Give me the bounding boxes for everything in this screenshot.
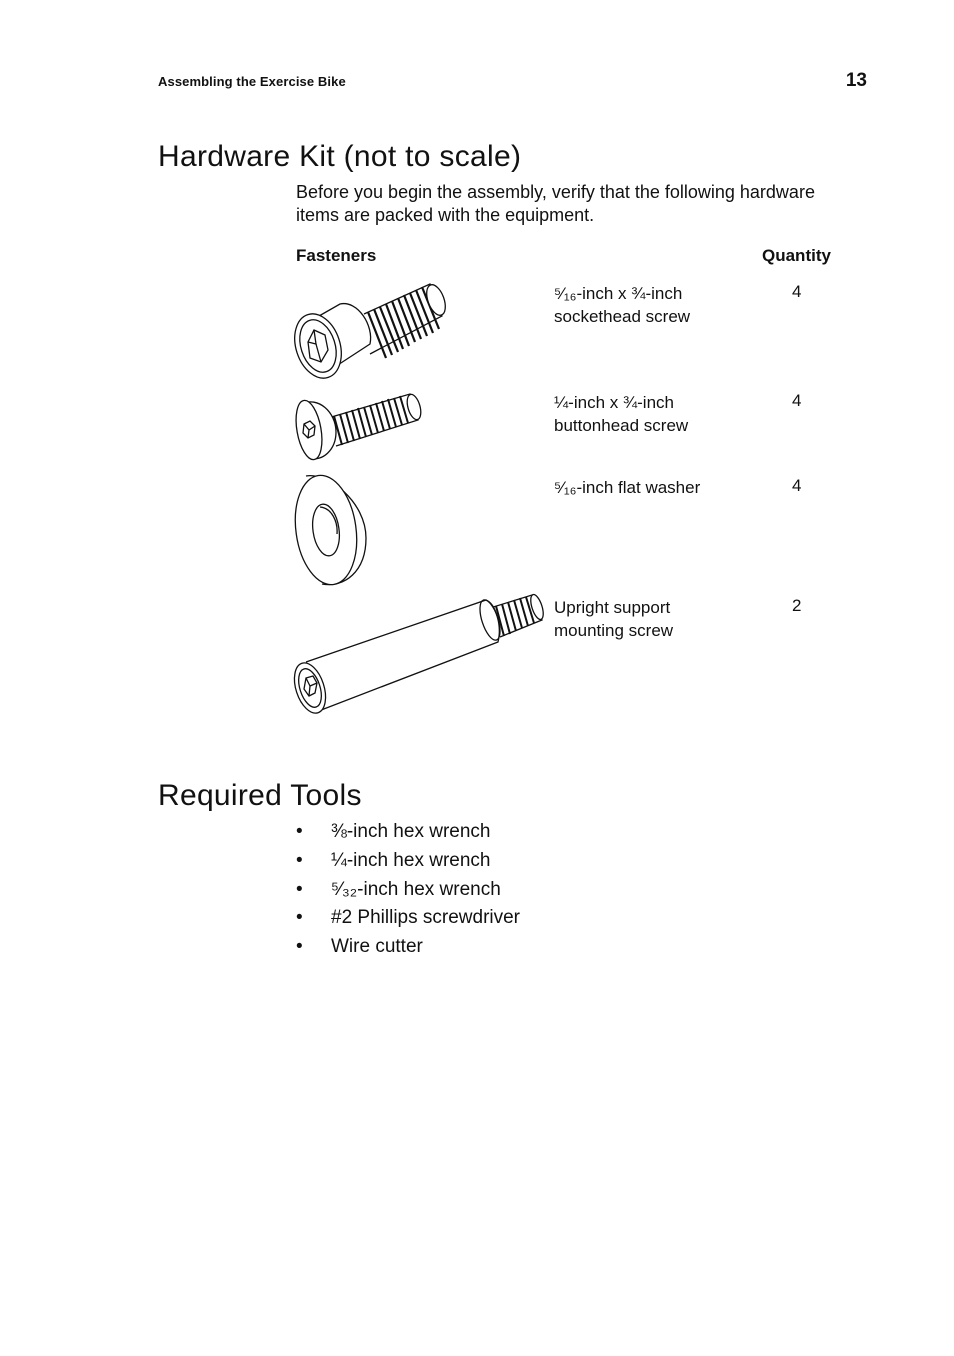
- tool-name: ⅜-inch hex wrench: [331, 821, 491, 842]
- bullet: •: [296, 878, 303, 900]
- fasteners-column-header: Fasteners: [296, 246, 377, 265]
- item-description: [554, 282, 744, 328]
- running-head: Assembling the Exercise Bike: [158, 74, 346, 89]
- tool-name: ⁵⁄₃₂-inch hex wrench: [331, 878, 501, 900]
- item-description-line: buttonhead screw: [554, 416, 689, 435]
- bullet: •: [296, 907, 303, 929]
- quantity-column-header: Quantity: [762, 246, 831, 265]
- buttonhead-screw-icon: [292, 388, 427, 466]
- hardware-kit-intro: Before you begin the assembly, verify that the following hardware items are packed with the equipment.: [296, 182, 815, 225]
- tool-name: ¼-inch hex wrench: [331, 849, 491, 871]
- tool-name: #2 Phillips screwdriver: [331, 907, 521, 929]
- item-description-line: ⁵⁄₁₆-inch flat washer: [554, 478, 701, 497]
- flat-washer-icon: [292, 472, 372, 590]
- item-description-line: Upright support: [554, 598, 671, 617]
- item-description: [554, 391, 744, 437]
- mounting-screw-icon: [292, 590, 546, 718]
- item-description-line: sockethead screw: [554, 307, 691, 326]
- required-tools-title: Required Tools: [158, 779, 362, 812]
- bullet: •: [296, 821, 303, 842]
- bullet: •: [296, 849, 303, 871]
- item-description: [554, 596, 744, 642]
- page-number: 13: [845, 70, 867, 91]
- item-quantity: 4: [792, 476, 802, 495]
- hardware-kit-title: Hardware Kit (not to scale): [158, 140, 522, 173]
- item-quantity: 4: [792, 391, 802, 410]
- item-description: [554, 476, 744, 499]
- sockethead-screw-icon: [290, 278, 455, 384]
- item-description-line: mounting screw: [554, 621, 674, 640]
- bullet: •: [296, 936, 303, 958]
- item-description-line: ⁵⁄₁₆-inch x ¾-inch: [554, 284, 683, 303]
- tool-name: Wire cutter: [331, 936, 423, 958]
- item-description-line: ¼-inch x ¾-inch: [554, 393, 674, 412]
- item-quantity: 4: [792, 282, 802, 301]
- item-quantity: 2: [792, 596, 802, 615]
